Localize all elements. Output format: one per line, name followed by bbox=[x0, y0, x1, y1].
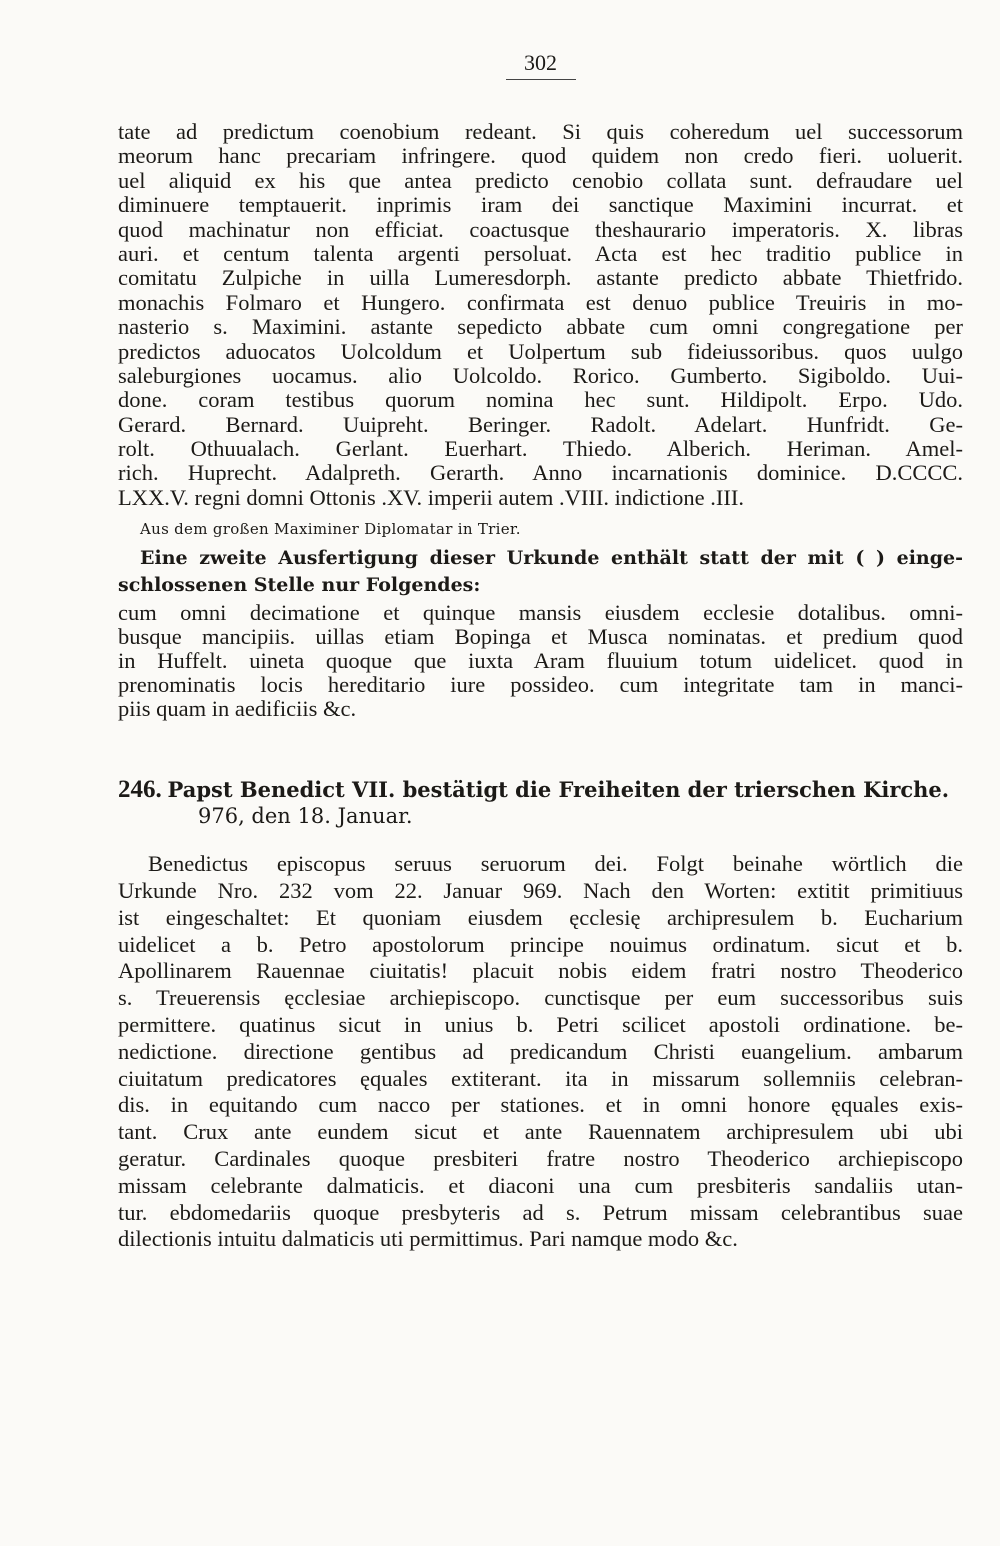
text-line: in Huffelt. uineta quoque que iuxta Aram fluuium totum uidelicet. quod in bbox=[118, 648, 963, 674]
text-line: uidelicet a b. Petro apostolorum principe nouimus ordinatum. sicut et b. bbox=[118, 931, 963, 957]
variant-intro-line: schlossenen Stelle nur Folgendes: bbox=[118, 574, 481, 597]
text-line: permittere. quatinus sicut in unius b. Petri scilicet apostoli ordinatione. be- bbox=[118, 1012, 963, 1038]
page-number: 302 bbox=[524, 50, 557, 75]
text-line: dis. in equitando cum nacco per stationes. et in omni honore ęquales exis- bbox=[118, 1092, 963, 1118]
document-text-paragraph bbox=[118, 851, 963, 1253]
charter-text-paragraph bbox=[118, 120, 963, 510]
variant-text-paragraph bbox=[118, 601, 963, 721]
text-line: quod machinatur non efficiat. coactusque theshaurario imperatoris. X. libras bbox=[118, 216, 963, 242]
page bbox=[118, 50, 963, 1253]
text-line: prenominatis locis hereditario iure possideo. cum integritate tam in manci- bbox=[118, 672, 963, 698]
text-line: rolt. Othuualach. Gerlant. Euerhart. Thiedo. Alberich. Heriman. Amel- bbox=[118, 436, 963, 462]
text-line: nasterio s. Maximini. astante sepedicto abbate cum omni congregatione per bbox=[118, 314, 963, 340]
text-line: ist eingeschaltet: Et quoniam eiusdem ęcclesię archipresulem b. Eucharium bbox=[118, 904, 963, 930]
text-line: monachis Folmaro et Hungero. confirmata est denuo publice Treuiris in mo- bbox=[118, 289, 963, 315]
variant-intro bbox=[118, 545, 963, 599]
source-note: Aus dem großen Maximiner Diplomatar in Trier. bbox=[140, 520, 521, 539]
document-heading-line bbox=[118, 777, 963, 803]
text-line: done. coram testibus quorum nomina hec sunt. Hildipolt. Erpo. Udo. bbox=[118, 387, 963, 413]
text-line: geratur. Cardinales quoque presbiteri fratre nostro Theoderico archiepiscopo bbox=[118, 1146, 963, 1172]
text-line: saleburgiones uocamus. alio Uolcoldo. Rorico. Gumberto. Sigiboldo. Uui- bbox=[118, 362, 963, 388]
text-line: tate ad predictum coenobium redeant. Si quis coheredum uel successorum bbox=[118, 119, 963, 144]
text-line: LXX.V. regni domni Ottonis .XV. imperii autem .VIII. indictione .III. bbox=[118, 484, 744, 510]
document-number: 246. bbox=[118, 776, 162, 804]
text-line: auri. et centum talenta argenti persoluat. Acta est hec traditio publice in bbox=[118, 240, 963, 266]
page-number-rule bbox=[506, 79, 576, 80]
text-line: meorum hanc precariam infringere. quod quidem non credo fieri. uoluerit. bbox=[118, 143, 963, 169]
document-title: Papst Benedict VII. bestätigt die Freiheiten der trierschen Kirche. bbox=[167, 777, 950, 803]
text-line: comitatu Zulpiche in uilla Lumeresdorph. astante predicto abbate Thietfrido. bbox=[118, 265, 963, 291]
document-date: 976, den 18. Januar. bbox=[198, 804, 413, 829]
text-line: rich. Huprecht. Adalpreth. Gerarth. Anno incarnationis dominice. D.CCCC. bbox=[118, 460, 963, 486]
text-line: ciuitatum predicatores ęquales extiterant. ita in missarum sollemniis celebran- bbox=[118, 1065, 963, 1091]
text-line: uel aliquid ex his que antea predicto cenobio collata sunt. defraudare uel bbox=[118, 167, 963, 193]
text-line: tant. Crux ante eundem sicut et ante Rauennatem archipresulem ubi ubi bbox=[118, 1119, 963, 1145]
variant-intro-line: Eine zweite Ausfertigung dieser Urkunde enthält statt der mit ( ) einge- bbox=[140, 547, 963, 570]
text-line: busque mancipiis. uillas etiam Bopinga et Musca nominatas. et predium quod bbox=[118, 624, 963, 650]
text-line: nedictione. directione gentibus ad predicandum Christi euangelium. ambarum bbox=[118, 1038, 963, 1064]
text-line: tur. ebdomedariis quoque presbyteris ad s. Petrum missam celebrantibus suae bbox=[118, 1199, 963, 1225]
document-heading bbox=[118, 777, 963, 829]
text-line: cum omni decimatione et quinque mansis eiusdem ecclesie dotalibus. omni- bbox=[118, 600, 963, 626]
text-line: Gerard. Bernard. Uuipreht. Beringer. Radolt. Adelart. Hunfridt. Ge- bbox=[118, 411, 963, 437]
text-line: Apollinarem Rauennae ciuitatis! placuit nobis eidem fratri nostro Theoderico bbox=[118, 958, 963, 984]
text-line: Benedictus episcopus seruus seruorum dei. Folgt beinahe wörtlich die bbox=[148, 851, 963, 877]
text-line: s. Treuerensis ęcclesiae archiepiscopo. cunctisque per eum successoribus suis bbox=[118, 985, 963, 1011]
text-line: piis quam in aedificiis &c. bbox=[118, 696, 357, 722]
text-line: missam celebrante dalmaticis. et diaconi una cum presbiteris sandaliis utan- bbox=[118, 1172, 963, 1198]
text-line: dilectionis intuitu dalmaticis uti permittimus. Pari namque modo &c. bbox=[118, 1226, 738, 1252]
text-line: predictos aduocatos Uolcoldum et Uolpertum sub fideiussoribus. quos uulgo bbox=[118, 338, 963, 364]
text-line: Urkunde Nro. 232 vom 22. Januar 969. Nach den Worten: extitit primitiuus bbox=[118, 878, 963, 904]
text-line: diminuere temptauerit. inprimis iram dei sanctique Maximini incurrat. et bbox=[118, 192, 963, 218]
